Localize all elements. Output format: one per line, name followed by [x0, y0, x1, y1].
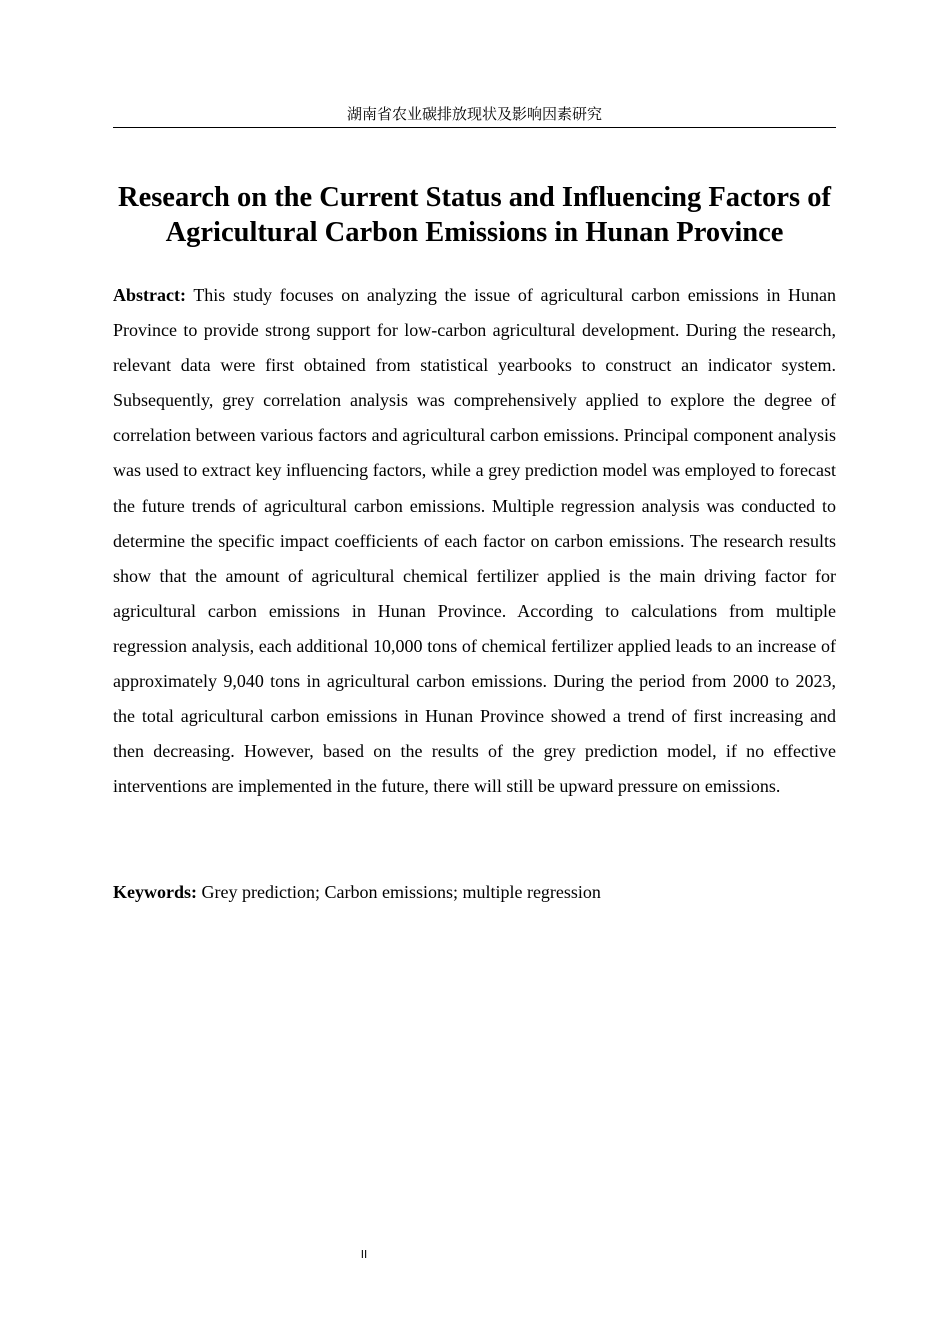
keywords-label: Keywords:: [113, 882, 197, 902]
running-header: 湖南省农业碳排放现状及影响因素研究: [346, 105, 602, 123]
paper-title: [113, 180, 836, 250]
header-divider: [113, 127, 836, 128]
keywords-text: Grey prediction; Carbon emissions; multiple regression: [201, 882, 601, 902]
keywords-line: [113, 875, 836, 910]
page-number: II: [360, 1248, 368, 1261]
abstract-text: This study focuses on analyzing the issue of agricultural carbon emissions in Hunan Province to provide strong support for low-carbon agricultural development. During the research, relevant data were first obtained from statistical yearbooks to construct an indicator system. Subsequently, grey correlation analysis was comprehensively applied to explore the degree of correlation between various factors and agricultural carbon emissions. Principal component analysis was used to extract key influencing factors, while a grey prediction model was employed to forecast the future trends of agricultural carbon emissions. Multiple regression analysis was conducted to determine the specific impact coefficients of each factor on carbon emissions. The research results show that the amount of agricultural chemical fertilizer applied is the main driving factor for agricultural carbon emissions in Hunan Province. According to calculations from multiple regression analysis, each additional 10,000 tons of chemical fertilizer applied leads to an increase of approximately 9,040 tons in agricultural carbon emissions. During the period from 2000 to 2023, the total agricultural carbon emissions in Hunan Province showed a trend of first increasing and then decreasing. However, based on the results of the grey prediction model, if no effective interventions are implemented in the future, there will still be upward pressure on emissions.: [113, 285, 836, 797]
paper-title-line-1: Research on the Current Status and Influencing Factors of: [117, 182, 832, 213]
paper-title-line-2: Agricultural Carbon Emissions in Hunan Province: [165, 217, 784, 248]
abstract-paragraph: [113, 278, 836, 804]
abstract-label: Abstract:: [113, 285, 186, 305]
